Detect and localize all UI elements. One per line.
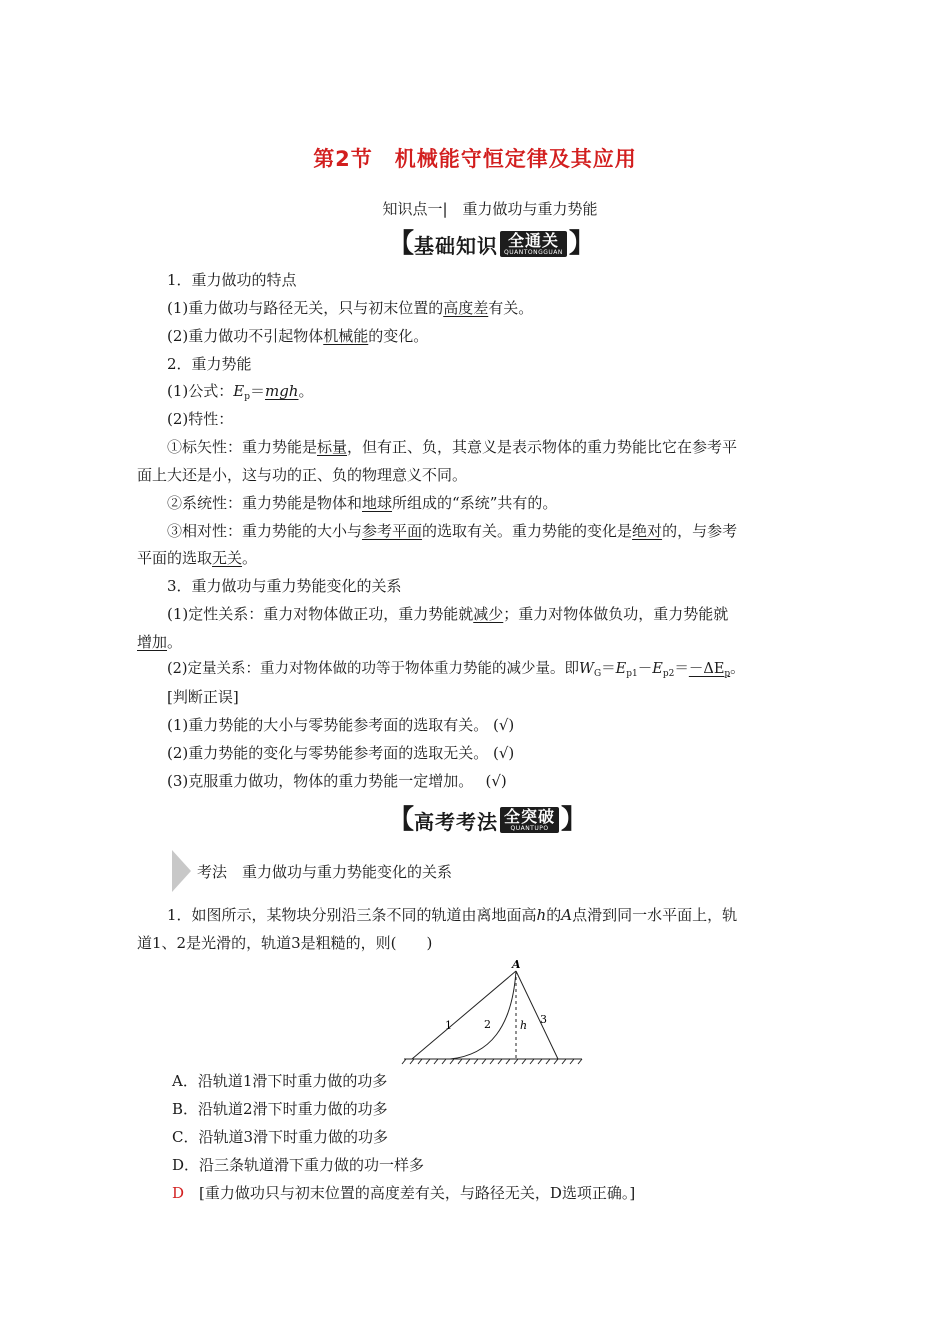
symbol-A: A xyxy=(561,906,573,924)
text: 的，与参考 xyxy=(662,522,738,540)
answer-underlined: 参考平面 xyxy=(362,522,423,540)
section-heading-2: 2．重力势能 xyxy=(167,355,252,373)
paragraph-line xyxy=(0,493,950,513)
text: 点滑到同一水平面上，轨 xyxy=(572,906,738,924)
track-2 xyxy=(450,971,516,1059)
paragraph-line xyxy=(0,298,950,318)
section-heading-1: 1．重力做功的特点 xyxy=(167,271,297,289)
answer-line xyxy=(0,1183,950,1203)
text: (2)重力做功不引起物体 xyxy=(167,327,324,345)
text: 。 xyxy=(298,382,314,400)
paragraph-line: 面上大还是小，这与功的正、负的物理意义不同。 xyxy=(137,466,468,484)
banner-main-text: 基础知识 xyxy=(414,233,499,258)
banner-badge xyxy=(500,231,567,257)
text: 1．如图所示，某物块分别沿三条不同的轨道由离地面高 xyxy=(167,906,537,924)
answer-delta-E: －ΔE xyxy=(688,661,725,677)
text: ①标矢性：重力势能是 xyxy=(167,438,318,456)
answer-underlined: 减少 xyxy=(473,605,504,623)
banner-open-bracket: 【 xyxy=(388,805,415,835)
arrow-icon xyxy=(172,850,191,892)
banner-badge-pinyin: QUANTONGGUAN xyxy=(504,249,563,256)
judge-heading: [判断正误] xyxy=(167,688,239,706)
banner-badge-pinyin: QUANTUPO xyxy=(510,825,549,832)
answer-underlined: 增加 xyxy=(137,633,168,651)
banner-open-bracket: 【 xyxy=(388,229,415,259)
paragraph-line: (2)特性： xyxy=(167,410,234,428)
label-A: A xyxy=(512,958,521,971)
text: ②系统性：重力势能是物体和 xyxy=(167,494,363,512)
symbol-E: E xyxy=(615,661,627,677)
text: 。 xyxy=(730,661,745,677)
banner-badge xyxy=(500,807,559,833)
text: 的选取有关。重力势能的变化是 xyxy=(422,522,633,540)
text: 的 xyxy=(546,906,562,924)
option-d: D．沿三条轨道滑下重力做的功一样多 xyxy=(172,1156,425,1174)
paragraph-line xyxy=(0,326,950,346)
option-a: A．沿轨道1滑下时重力做的功多 xyxy=(172,1072,388,1090)
banner-badge-text: 全突破 xyxy=(504,807,556,826)
banner-badge-text: 全通关 xyxy=(507,231,559,250)
section-heading-3: 3．重力做功与重力势能变化的关系 xyxy=(167,577,402,595)
answer-underlined xyxy=(689,661,730,677)
answer-letter: D xyxy=(172,1184,185,1202)
subscript-G: G xyxy=(593,669,602,679)
subscript-p: p xyxy=(244,392,250,402)
option-b: B．沿轨道2滑下时重力做的功多 xyxy=(172,1100,388,1118)
label-track-2: 2 xyxy=(484,1018,491,1031)
judge-item-3: (3)克服重力做功，物体的重力势能一定增加。 (√) xyxy=(167,772,507,790)
option-c: C．沿轨道3滑下时重力做的功多 xyxy=(172,1128,389,1146)
label-track-3: 3 xyxy=(540,1013,547,1026)
text: ，但有正、负，其意义是表示物体的重力势能比它在参考平 xyxy=(347,438,738,456)
question-line: 道1、2是光滑的，轨道3是粗糙的，则( ) xyxy=(137,934,433,952)
formula-line xyxy=(0,381,950,407)
method-heading xyxy=(172,850,822,892)
text: ＝ xyxy=(249,382,265,400)
text: (1)重力做功与路径无关，只与初末位置的 xyxy=(167,299,444,317)
symbol-E: E xyxy=(233,382,245,400)
answer-underlined: 地球 xyxy=(362,494,393,512)
banner-main-text: 高考考法 xyxy=(414,809,499,834)
question-line xyxy=(0,905,950,925)
label-h: h xyxy=(520,1019,528,1032)
method-label: 考法 重力做功与重力势能变化的关系 xyxy=(197,863,453,881)
text: 平面的选取 xyxy=(137,549,213,567)
paragraph-line xyxy=(0,437,950,457)
text: ；重力对物体做负功，重力势能就 xyxy=(503,605,729,623)
label-track-1: 1 xyxy=(445,1019,452,1032)
page-title: 第2节 机械能守恒定律及其应用 xyxy=(313,147,637,171)
answer-underlined: 标量 xyxy=(317,438,348,456)
banner-close-bracket: 】 xyxy=(561,805,588,835)
banner-methods xyxy=(388,804,587,836)
text: ＝ xyxy=(674,661,689,677)
text: ③相对性：重力势能的大小与 xyxy=(167,522,363,540)
symbol-E: E xyxy=(652,661,663,677)
text: 。 xyxy=(242,549,258,567)
knowledge-point-heading: 知识点一| 重力做功与重力势能 xyxy=(382,200,598,218)
symbol-W: W xyxy=(579,661,594,677)
track-3 xyxy=(516,971,558,1059)
text: 。 xyxy=(167,633,183,651)
text: (2)定量关系：重力对物体做的功等于物体重力势能的减少量。即 xyxy=(167,661,580,677)
answer-underlined: 无关 xyxy=(212,549,243,567)
subscript-p: p xyxy=(724,669,731,679)
paragraph-line xyxy=(0,632,950,652)
track-diagram xyxy=(400,957,590,1067)
text: － xyxy=(637,661,653,677)
answer-underlined: mgh xyxy=(264,382,299,400)
text: (1)公式： xyxy=(167,382,234,400)
track-1 xyxy=(412,971,516,1059)
symbol-h: h xyxy=(536,906,547,924)
text: (1)定性关系：重力对物体做正功，重力势能就 xyxy=(167,605,474,623)
answer-underlined: 高度差 xyxy=(443,299,489,317)
text: 有关。 xyxy=(488,299,534,317)
text: 所组成的“系统”共有的。 xyxy=(392,494,558,512)
answer-explanation: [重力做功只与初末位置的高度差有关，与路径无关，D选项正确。] xyxy=(199,1184,636,1202)
text: 的变化。 xyxy=(368,327,429,345)
paragraph-line xyxy=(0,521,950,541)
text: ＝ xyxy=(601,661,616,677)
banner-basics xyxy=(388,228,595,260)
subscript-p2: p2 xyxy=(662,669,675,679)
judge-item-2: (2)重力势能的变化与零势能参考面的选取无关。 (√) xyxy=(167,744,515,762)
ground-hatching xyxy=(402,1059,582,1064)
banner-close-bracket: 】 xyxy=(568,229,595,259)
subscript-p1: p1 xyxy=(626,669,638,679)
paragraph-line xyxy=(0,604,950,624)
formula-line xyxy=(0,659,950,684)
answer-underlined: 绝对 xyxy=(632,522,663,540)
answer-underlined: 机械能 xyxy=(323,327,369,345)
judge-item-1: (1)重力势能的大小与零势能参考面的选取有关。 (√) xyxy=(167,716,515,734)
paragraph-line xyxy=(0,548,950,568)
